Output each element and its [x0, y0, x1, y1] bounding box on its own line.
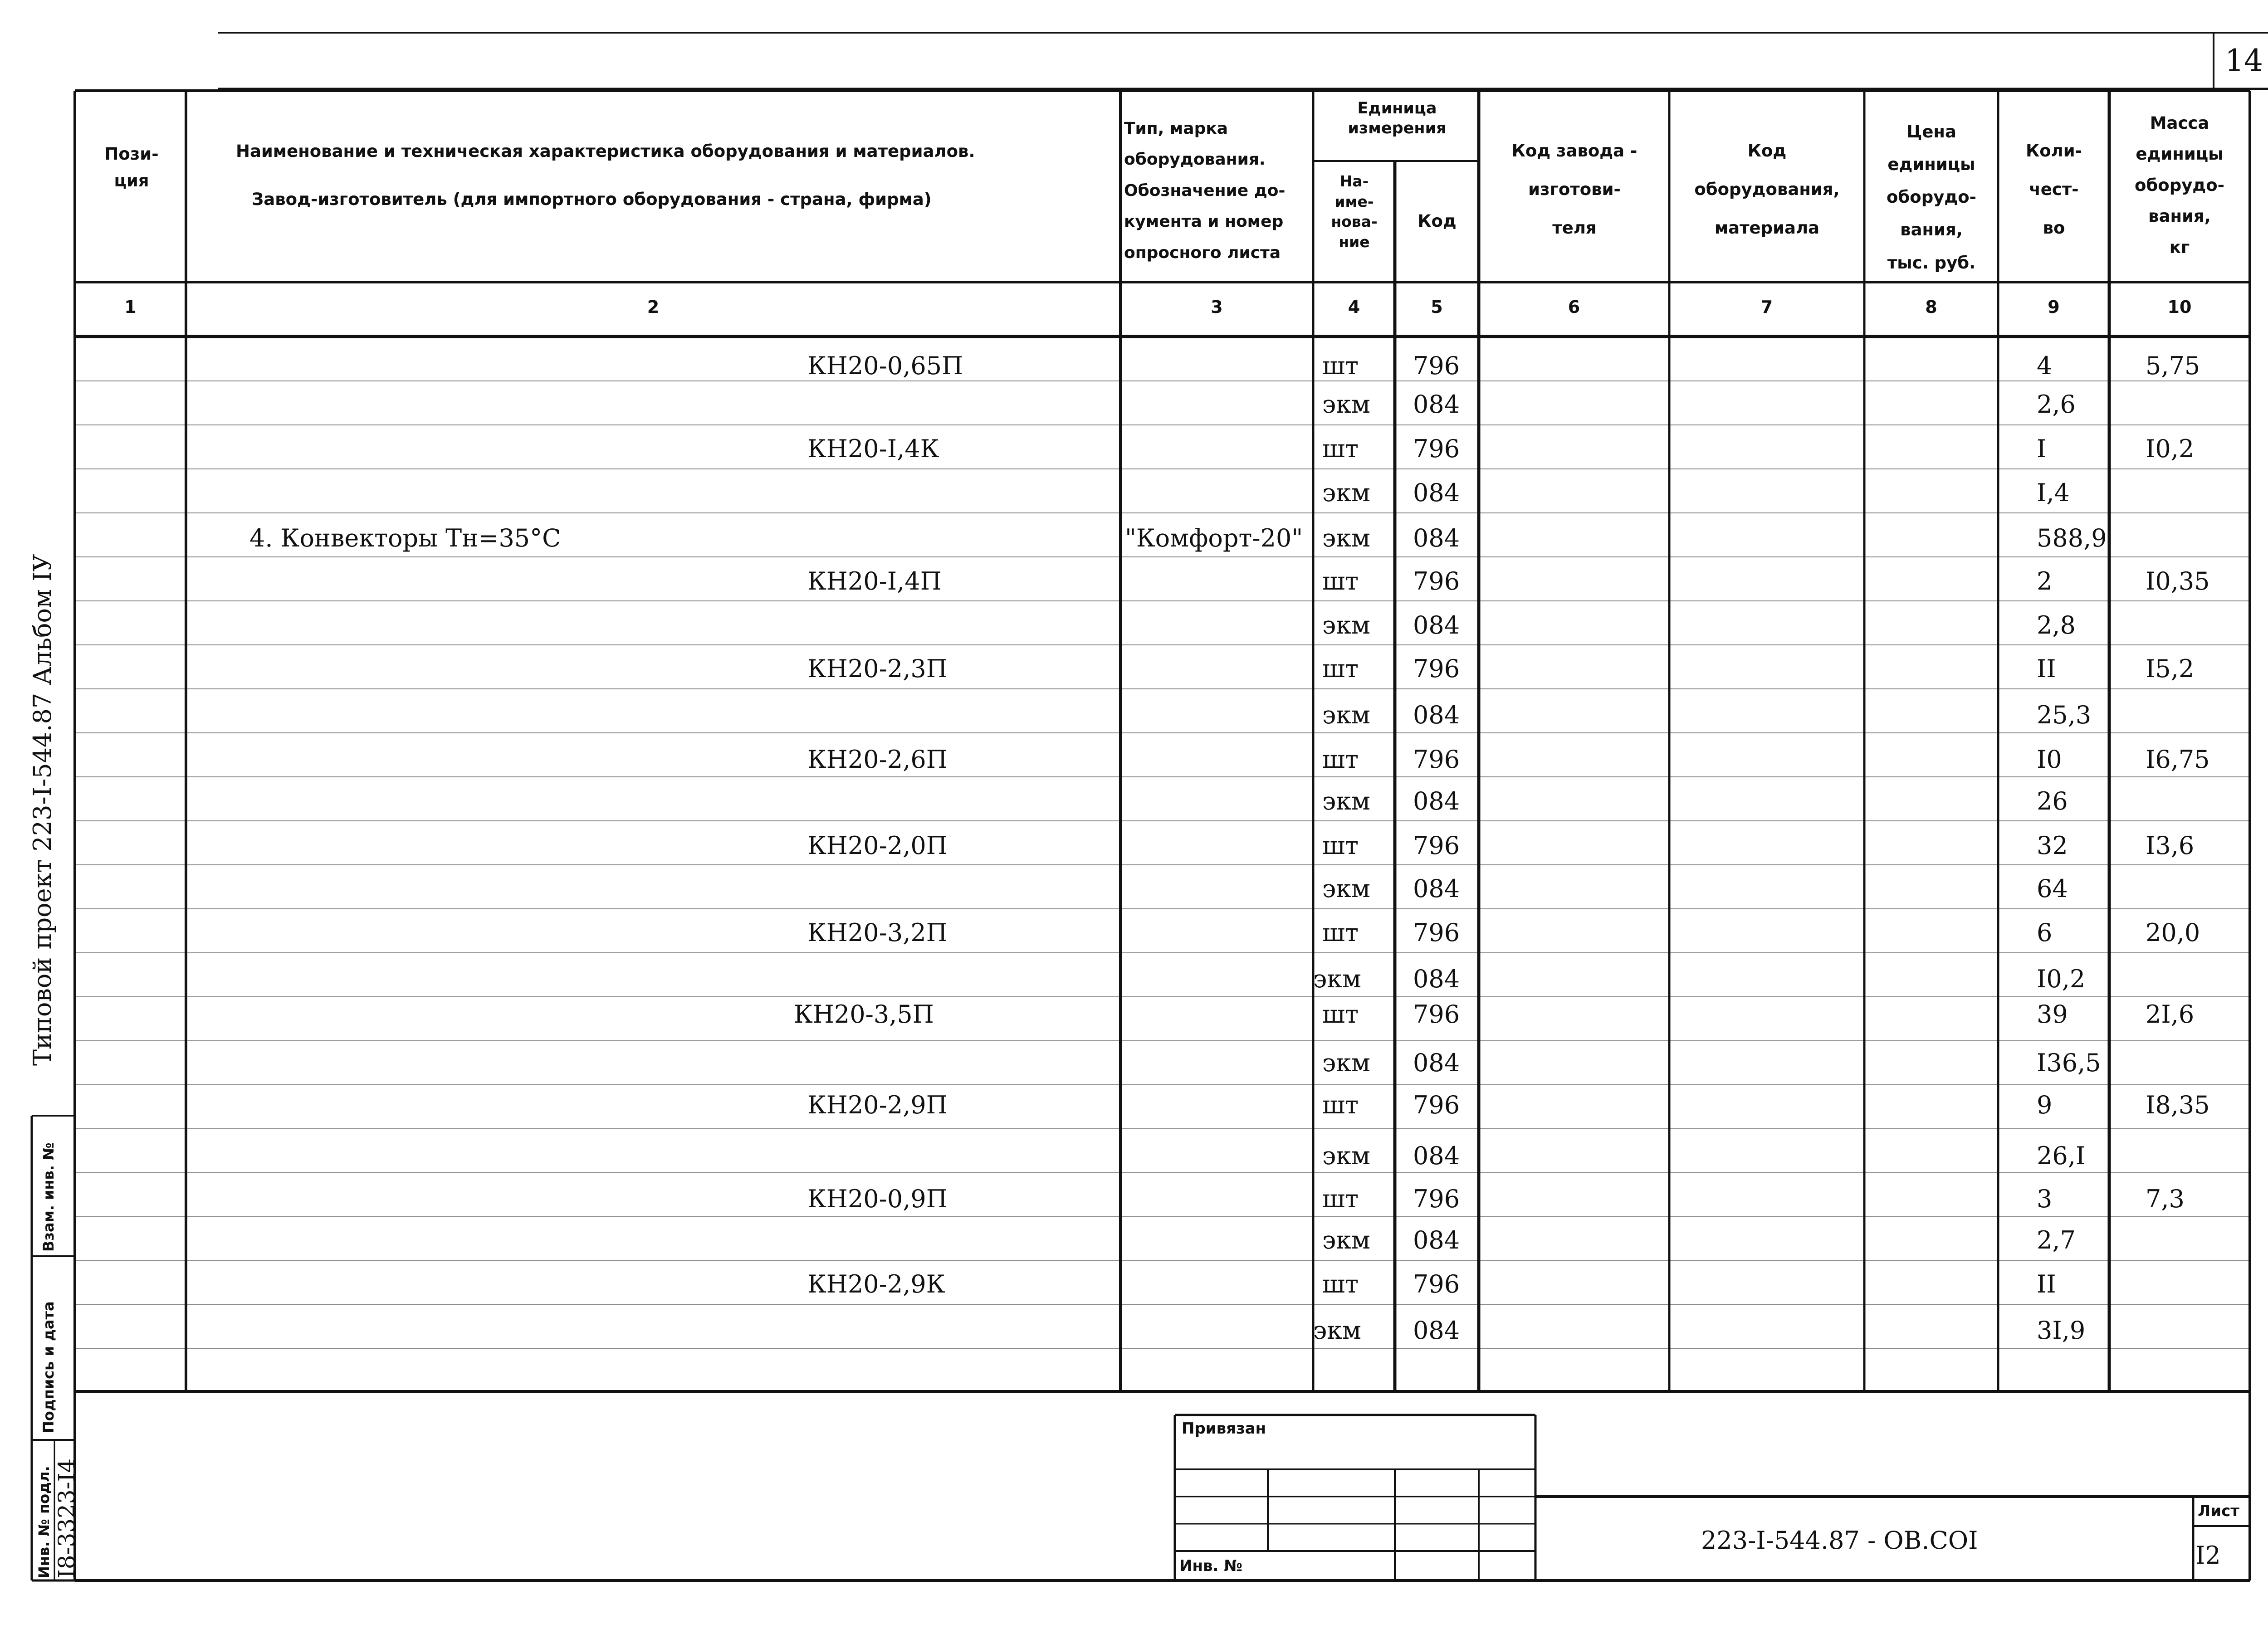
item-name: КН20-2,0П [807, 831, 948, 860]
project-label: Типовой проект 223-I-544.87 Альбом IУ [28, 554, 57, 1066]
header-position: Пози- ция [104, 144, 159, 191]
unit-name: экм [1313, 1316, 1361, 1345]
unit-code: 796 [1413, 1185, 1460, 1213]
col-number-3: 3 [1211, 297, 1223, 317]
unit-code: 084 [1413, 874, 1460, 903]
unit-name: шт [1322, 745, 1359, 774]
header-qty: Коли- чест- во [2025, 141, 2082, 238]
unit-mass: I5,2 [2146, 654, 2195, 683]
unit-name: экм [1313, 965, 1361, 993]
unit-code: 796 [1413, 1000, 1460, 1029]
unit-code: 084 [1413, 390, 1460, 419]
unit-name: экм [1322, 524, 1370, 552]
item-name: КН20-2,3П [807, 654, 948, 683]
unit-name: экм [1322, 874, 1370, 903]
signature-date-label: Подпись и дата [40, 1301, 57, 1433]
unit-mass: I0,35 [2146, 567, 2210, 595]
unit-name: экм [1322, 390, 1370, 419]
unit-name: шт [1322, 567, 1359, 595]
unit-mass: I3,6 [2146, 831, 2195, 860]
unit-mass: 7,3 [2146, 1185, 2185, 1213]
quantity: 2,7 [2037, 1226, 2076, 1254]
unit-name: шт [1322, 918, 1359, 947]
unit-code: 796 [1413, 567, 1460, 595]
quantity: 26,I [2037, 1141, 2086, 1170]
quantity: I0 [2037, 745, 2062, 774]
col-number-5: 5 [1431, 297, 1443, 317]
inv-no-label: Инв. № [1179, 1557, 1243, 1575]
header-equip-code: Код оборудования, материала [1694, 141, 1840, 238]
quantity: 2 [2037, 567, 2053, 595]
sheet-corner-number: 14 [2225, 43, 2263, 78]
unit-code: 084 [1413, 701, 1460, 729]
unit-name: шт [1322, 351, 1359, 380]
unit-code: 796 [1413, 1270, 1460, 1298]
header-unit-name: На- име- нова- ние [1331, 172, 1378, 251]
unit-name: экм [1322, 787, 1370, 815]
unit-mass: 5,75 [2146, 351, 2200, 380]
unit-code: 796 [1413, 351, 1460, 380]
quantity: 9 [2037, 1091, 2053, 1119]
header-type: Тип, марка оборудования. Обозначение до- кумента и номер опросного листа [1124, 119, 1286, 262]
unit-name: шт [1322, 1091, 1359, 1119]
privyazan-label: Привязан [1182, 1419, 1266, 1438]
item-name: КН20-I,4П [807, 567, 942, 595]
col-number-10: 10 [2167, 297, 2192, 317]
quantity: I [2037, 434, 2047, 463]
unit-name: экм [1322, 611, 1370, 639]
header-name-line2: Завод-изготовитель (для импортного оборудования - страна, фирма) [252, 190, 932, 209]
header-name-line1: Наименование и техническая характеристика оборудования и материалов. [236, 141, 975, 161]
unit-name: экм [1322, 1226, 1370, 1254]
quantity: 64 [2037, 874, 2068, 903]
unit-code: 084 [1413, 1141, 1460, 1170]
unit-code: 084 [1413, 1049, 1460, 1077]
quantity: 26 [2037, 787, 2068, 815]
quantity: 25,3 [2037, 701, 2092, 729]
unit-code: 796 [1413, 918, 1460, 947]
unit-mass: I6,75 [2146, 745, 2210, 774]
unit-code: 084 [1413, 1226, 1460, 1254]
col-number-2: 2 [647, 297, 660, 317]
unit-code: 084 [1413, 524, 1460, 552]
col-number-9: 9 [2048, 297, 2060, 317]
unit-name: шт [1322, 654, 1359, 683]
header-unit-code: Код [1418, 211, 1457, 231]
quantity: 3 [2037, 1185, 2053, 1213]
quantity: I,4 [2037, 478, 2070, 507]
item-name: КН20-2,6П [807, 745, 948, 774]
group-heading: 4. Конвекторы Тн=35°С [249, 524, 561, 552]
vzam-inv-label: Взам. инв. № [40, 1142, 57, 1252]
col-number-6: 6 [1568, 297, 1580, 317]
unit-code: 084 [1413, 478, 1460, 507]
quantity: II [2037, 654, 2056, 683]
quantity: 6 [2037, 918, 2053, 947]
unit-mass: 2I,6 [2146, 1000, 2195, 1029]
item-name: КН20-3,5П [794, 1000, 934, 1029]
quantity: 4 [2037, 351, 2053, 380]
sheet-label: Лист [2198, 1502, 2239, 1520]
unit-code: 796 [1413, 654, 1460, 683]
item-name: КН20-2,9П [807, 1091, 948, 1119]
unit-code: 084 [1413, 787, 1460, 815]
col-number-1: 1 [124, 297, 137, 317]
item-name: КН20-0,65П [807, 351, 963, 380]
unit-name: экм [1322, 478, 1370, 507]
header-unit-group: Единица измерения [1348, 99, 1447, 137]
quantity: 39 [2037, 1000, 2068, 1029]
quantity: 32 [2037, 831, 2068, 860]
item-name: КН20-I,4К [807, 434, 939, 463]
header-price: Цена единицы оборудо- вания, тыс. руб. [1887, 122, 1976, 273]
inv-podl-label: Инв. № подл. [35, 1466, 53, 1578]
col-number-4: 4 [1348, 297, 1360, 317]
unit-name: шт [1322, 434, 1359, 463]
unit-code: 084 [1413, 1316, 1460, 1345]
quantity: 2,8 [2037, 611, 2076, 639]
unit-name: шт [1322, 1000, 1359, 1029]
header-mass: Масса единицы оборудо- вания, кг [2135, 113, 2224, 257]
unit-name: экм [1322, 1049, 1370, 1077]
unit-code: 796 [1413, 1091, 1460, 1119]
equipment-brand: "Комфорт-20" [1125, 524, 1303, 552]
sheet-number: I2 [2195, 1541, 2221, 1570]
unit-code: 084 [1413, 965, 1460, 993]
quantity: II [2037, 1270, 2056, 1298]
item-name: КН20-2,9К [807, 1270, 945, 1298]
quantity: I0,2 [2037, 965, 2086, 993]
unit-code: 796 [1413, 434, 1460, 463]
unit-mass: I0,2 [2146, 434, 2195, 463]
item-name: КН20-3,2П [807, 918, 948, 947]
unit-name: шт [1322, 831, 1359, 860]
unit-mass: 20,0 [2146, 918, 2200, 947]
item-name: КН20-0,9П [807, 1185, 948, 1213]
quantity: 2,6 [2037, 390, 2076, 419]
header-factory-code: Код завода - изготови- теля [1511, 141, 1637, 238]
unit-mass: I8,35 [2146, 1091, 2210, 1119]
quantity: 588,9 [2037, 524, 2107, 552]
unit-name: шт [1322, 1185, 1359, 1213]
unit-code: 084 [1413, 611, 1460, 639]
col-number-8: 8 [1925, 297, 1937, 317]
unit-name: шт [1322, 1270, 1359, 1298]
unit-name: экм [1322, 1141, 1370, 1170]
unit-code: 796 [1413, 831, 1460, 860]
quantity: I36,5 [2037, 1049, 2101, 1077]
col-number-7: 7 [1760, 297, 1773, 317]
unit-code: 796 [1413, 745, 1460, 774]
inv-number: I8-3323-I4 [54, 1458, 80, 1578]
quantity: 3I,9 [2037, 1316, 2086, 1345]
unit-name: экм [1322, 701, 1370, 729]
document-code: 223-I-544.87 - ОВ.СОI [1701, 1526, 1978, 1555]
